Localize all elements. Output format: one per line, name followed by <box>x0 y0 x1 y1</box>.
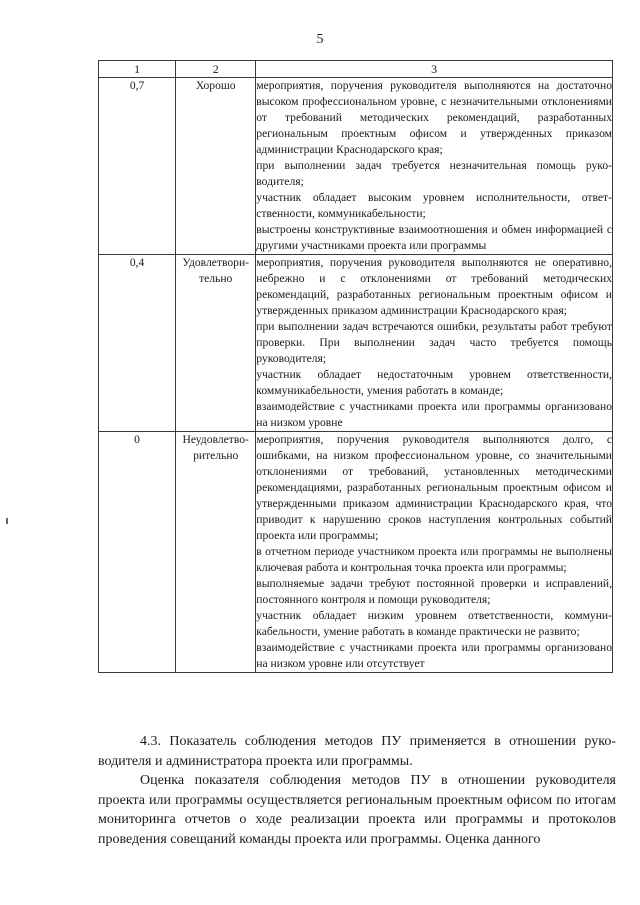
criteria-item: в отчетном периоде участником проекта или программы не выполнены ключевая работа и контрольная точка проекта или программы; <box>256 545 612 574</box>
criteria-item: выполняемые задачи требуют постоянной проверки и исправлений, постоянного контроля и помощи руководителя; <box>256 577 612 606</box>
table-row-satisfactory <box>99 255 613 432</box>
criteria-item: взаимодействие с участниками проекта или программы организовано на низком уровне или отсутствует <box>256 641 612 670</box>
table-header-row <box>99 61 613 78</box>
header-cell-2: 2 <box>176 61 256 78</box>
table-row-good <box>99 78 613 255</box>
score-cell: 0,4 <box>99 255 176 432</box>
criteria-item: мероприятия, поручения руководителя выполняются на достаточно высоком профессиональном уровне, с незначительными отклонениями от требований методических рекомендаций, разработанных региональным проектным офисом и утвержденных приказом администрации Краснодарского края; <box>256 79 612 156</box>
rating-cell: Неудовлетворительно <box>176 432 256 673</box>
header-cell-3: 3 <box>256 61 613 78</box>
paragraph: Оценка показателя соблюдения методов ПУ в отношении руководителя проекта или программы осуществляется региональным проектным офисом по итогам мониторинга отчетов о ходе реализации проекта или программы и протоколов проведения совещаний команды проекта или программы. Оценка данного <box>98 773 616 847</box>
criteria-item: при выполнении задач требуется незначительная помощь руководителя; <box>256 159 612 188</box>
criteria-item: участник обладает высоким уровнем исполнительности, ответственности, коммуникабельности; <box>256 191 612 220</box>
criteria-cell <box>256 432 613 673</box>
page-number: 5 <box>316 32 324 47</box>
criteria-cell <box>256 255 613 432</box>
criteria-item: участник обладает низким уровнем ответственности, коммуникабельности, умение работать в команде практически не развито; <box>256 609 612 638</box>
criteria-item: при выполнении задач встречаются ошибки, результаты работ требуют проверки. При выполнении задач часто требуется помощь руководителя; <box>256 320 612 365</box>
criteria-item: участник обладает недостаточным уровнем ответственности, коммуникабельности, умения работать в команде; <box>256 368 612 397</box>
margin-mark <box>6 518 8 524</box>
score-cell: 0,7 <box>99 78 176 255</box>
score-cell: 0 <box>99 432 176 673</box>
rating-cell: Удовлетворительно <box>176 255 256 432</box>
rating-cell: Хорошо <box>176 78 256 255</box>
criteria-item: мероприятия, поручения руководителя выполняются долго, с ошибками, на низком профессиональном уровне, со значительными отклонениями от требований, установленных методическими рекомендациями, разработанных региональным проектным офисом и утвержденными приказом администрации Краснодарского края, что приводит к нарушению сроков наступления контрольных событий проекта или программы; <box>256 433 612 542</box>
evaluation-table <box>98 60 613 673</box>
criteria-item: мероприятия, поручения руководителя выполняются не оперативно, небрежно и с отклонениями от требований методических рекомендаций, разработанных региональным проектным офисом и утвержденных приказом администрации Краснодарского края; <box>256 256 612 317</box>
criteria-item: взаимодействие с участниками проекта или программы организовано на низком уровне <box>256 400 612 429</box>
header-cell-1: 1 <box>99 61 176 78</box>
paragraph: 4.3. Показатель соблюдения методов ПУ применяется в отношении руководителя и администратора проекта или программы. <box>98 734 616 769</box>
body-text <box>98 732 616 849</box>
criteria-item: выстроены конструктивные взаимоотношения и обмен информацией с другими участниками проекта или программы <box>256 223 612 252</box>
criteria-cell <box>256 78 613 255</box>
table-row-unsatisfactory <box>99 432 613 673</box>
